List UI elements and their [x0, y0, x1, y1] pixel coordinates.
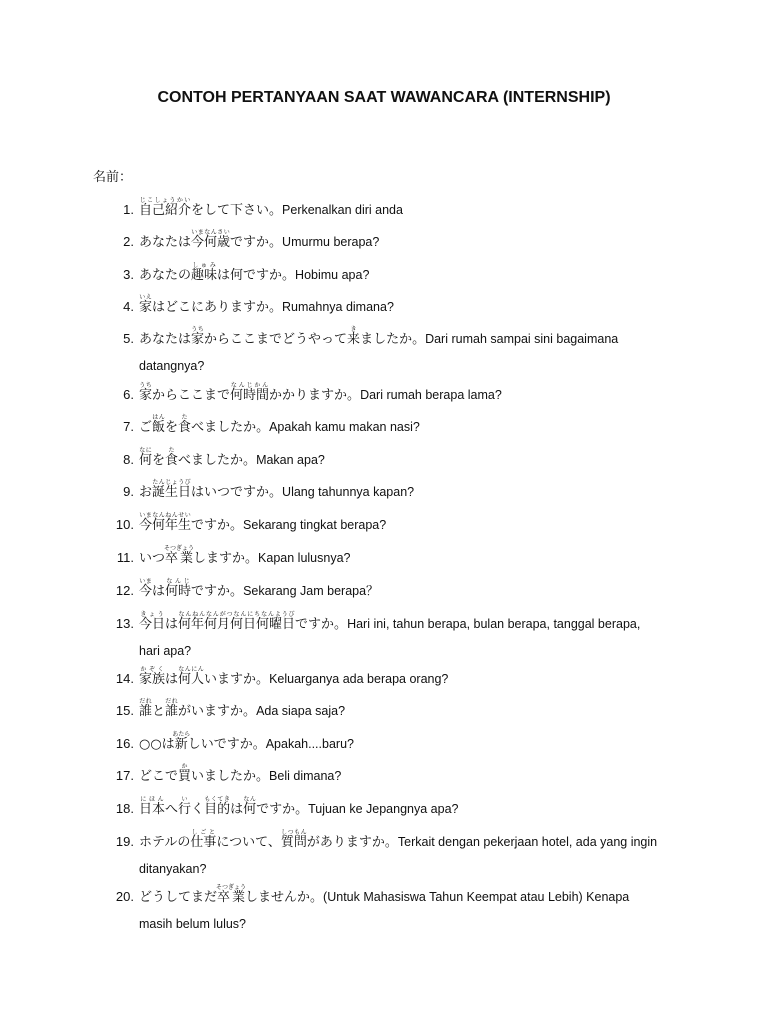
kana-text: いつ: [139, 551, 166, 566]
furigana-word: [172, 731, 191, 752]
furigana-reading: はん: [152, 414, 166, 421]
furigana-word: [139, 382, 153, 403]
question-text: [139, 197, 664, 224]
kana-text: は: [165, 672, 179, 687]
furigana-word: [139, 512, 192, 533]
japanese-question: [139, 666, 270, 687]
furigana-word: [190, 829, 217, 850]
japanese-question: [139, 578, 244, 599]
furigana-reading: きょう: [139, 611, 166, 618]
question-text: [139, 731, 664, 758]
furigana-word: [191, 262, 218, 283]
indonesian-translation: Makan apa?: [256, 453, 325, 467]
kanji-text: 誰: [139, 704, 153, 719]
furigana-word: [164, 545, 195, 566]
question-number: 19.: [115, 834, 134, 849]
furigana-reading: か: [178, 763, 192, 770]
furigana-reading: なんねんなんがつなんにちなんようび: [178, 611, 296, 618]
kanji-text: 何人: [178, 672, 205, 687]
question-number: 11.: [116, 550, 134, 565]
kanji-text: 趣味: [191, 268, 218, 283]
furigana-word: [191, 326, 205, 347]
furigana-reading: にほん: [139, 796, 166, 803]
kanji-text: 食: [178, 420, 192, 435]
furigana-word: [204, 796, 231, 817]
furigana-word: [165, 698, 179, 719]
indonesian-translation: Sekarang tingkat berapa?: [243, 518, 387, 532]
indonesian-translation: Dari rumah berapa lama?: [360, 388, 502, 402]
furigana-word: [152, 479, 192, 500]
japanese-question: [139, 197, 283, 218]
question-text: [139, 326, 664, 380]
furigana-reading: たんじょうび: [152, 479, 192, 486]
question-number: 17.: [115, 768, 134, 783]
question-number: 9.: [123, 484, 134, 499]
question-number: 14.: [115, 671, 134, 686]
question-text: [139, 229, 664, 256]
furigana-word: [347, 326, 361, 347]
question-text: [139, 666, 664, 693]
question-number: 20.: [115, 889, 134, 904]
kanji-text: 卒業: [216, 890, 247, 905]
kana-text: は: [165, 617, 179, 632]
question-text: [139, 698, 664, 725]
kana-text: がありますか。: [306, 835, 398, 850]
japanese-question: [139, 326, 426, 347]
indonesian-translation: Hobimu apa?: [295, 268, 370, 282]
kana-text: ですか。: [256, 802, 309, 817]
furigana-reading: うち: [191, 326, 205, 333]
furigana-word: [165, 447, 179, 468]
indonesian-translation: Terkait dengan pekerjaan hotel, ada yang ingin ditanyakan?: [139, 835, 658, 876]
furigana-reading: なんじかん: [230, 382, 270, 389]
kanji-text: 新: [172, 737, 191, 752]
furigana-reading: いまなんさい: [191, 229, 231, 236]
kana-text: あなたの: [139, 268, 192, 283]
indonesian-translation: Apakah....baru?: [265, 737, 354, 751]
furigana-word: [178, 763, 192, 784]
kana-text: かかりますか。: [269, 388, 361, 403]
furigana-reading: なんにん: [178, 666, 205, 673]
furigana-word: [139, 447, 153, 468]
question-text: [139, 262, 664, 289]
kanji-text: 何時: [165, 584, 192, 599]
indonesian-translation: Umurmu berapa?: [282, 235, 380, 249]
furigana-reading: なんじ: [165, 578, 192, 585]
question-text: [139, 611, 664, 665]
japanese-question: [139, 763, 270, 784]
kana-text: べましたか。: [191, 420, 270, 435]
furigana-reading: いま: [139, 578, 153, 585]
furigana-reading: なに: [139, 447, 153, 454]
furigana-reading: あたら: [172, 731, 191, 738]
question-number: 16.: [115, 736, 134, 751]
question-text: [139, 512, 664, 539]
furigana-word: [139, 666, 166, 687]
kanji-text: 目的: [204, 802, 231, 817]
kanji-text: 誕生日: [152, 485, 192, 500]
kana-text: はいつですか。: [191, 485, 283, 500]
kana-text: ご: [139, 420, 153, 435]
kana-text: しいですか。: [187, 737, 266, 752]
kanji-text: 食: [165, 453, 179, 468]
furigana-reading: しゅみ: [191, 262, 218, 269]
kana-text: ○○は: [139, 737, 175, 752]
furigana-reading: うち: [139, 382, 153, 389]
kana-text: がいますか。: [178, 704, 257, 719]
question-text: [139, 414, 664, 441]
indonesian-translation: Tujuan ke Jepangnya apa?: [308, 802, 459, 816]
question-number: 12.: [115, 583, 134, 598]
japanese-question: [139, 414, 270, 435]
kana-text: へ: [165, 802, 179, 817]
kana-text: ですか。: [191, 518, 244, 533]
furigana-word: [191, 229, 231, 250]
indonesian-translation: Apakah kamu makan nasi?: [269, 420, 420, 434]
question-number: 5.: [123, 331, 134, 346]
furigana-reading: だれ: [139, 698, 153, 705]
furigana-reading: なん: [243, 796, 257, 803]
indonesian-translation: Sekarang Jam berapa？: [243, 584, 379, 598]
kanji-text: 質問: [280, 835, 307, 850]
kana-text: あなたは: [139, 332, 192, 347]
japanese-question: [139, 262, 296, 283]
furigana-word: [165, 578, 192, 599]
kana-text: いますか。: [204, 672, 270, 687]
question-number: 18.: [115, 801, 134, 816]
question-text: [139, 479, 664, 506]
kanji-text: 家: [139, 300, 153, 315]
kanji-text: 今何年生: [139, 518, 192, 533]
japanese-question: [139, 796, 309, 817]
furigana-reading: た: [165, 447, 179, 454]
kana-text: どこで: [139, 769, 179, 784]
japanese-question: [139, 294, 283, 315]
kana-text: は何ですか。: [217, 268, 296, 283]
furigana-word: [152, 414, 166, 435]
indonesian-translation: Beli dimana?: [269, 769, 342, 783]
kanji-text: 自己紹介: [139, 203, 192, 218]
kanji-text: 買: [178, 769, 192, 784]
indonesian-translation: Kapan lulusnya?: [258, 551, 351, 565]
kanji-text: 家: [191, 332, 205, 347]
furigana-word: [139, 698, 153, 719]
japanese-question: [139, 447, 257, 468]
japanese-question: [139, 731, 266, 752]
kana-text: をして下さい。: [191, 203, 283, 218]
question-number: 7.: [123, 419, 134, 434]
indonesian-translation: Rumahnya dimana?: [282, 300, 394, 314]
furigana-reading: しごと: [190, 829, 217, 836]
question-text: [139, 382, 664, 409]
question-number: 4.: [123, 299, 134, 314]
japanese-question: [139, 611, 348, 632]
japanese-question: [139, 229, 283, 250]
kana-text: からここまでどうやって: [204, 332, 348, 347]
kanji-text: 何時間: [230, 388, 270, 403]
furigana-word: [178, 611, 296, 632]
japanese-question: [139, 829, 398, 850]
question-number: 6.: [123, 387, 134, 402]
furigana-reading: もくてき: [204, 796, 231, 803]
japanese-question: [139, 382, 361, 403]
furigana-word: [139, 611, 166, 632]
indonesian-translation: Dari rumah sampai sini bagaimana datangnya?: [139, 332, 619, 373]
question-text: [139, 447, 664, 474]
furigana-reading: かぞく: [139, 666, 166, 673]
kana-text: あなたは: [139, 235, 192, 250]
furigana-word: [139, 578, 153, 599]
question-text: [139, 294, 664, 321]
furigana-reading: しつもん: [280, 829, 307, 836]
kana-text: ですか。: [230, 235, 283, 250]
question-text: [139, 578, 664, 605]
page-title: CONTOH PERTANYAAN SAAT WAWANCARA (INTERNSHIP): [157, 89, 611, 106]
furigana-reading: そつぎょう: [216, 884, 247, 891]
kana-text: しませんか。: [245, 890, 324, 905]
kana-text: について、: [216, 835, 281, 850]
kana-text: お: [139, 485, 153, 500]
kana-text: どうしてまだ: [139, 890, 218, 905]
kana-text: はどこにありますか。: [152, 300, 283, 315]
kana-text: は: [230, 802, 244, 817]
kanji-text: 飯: [152, 420, 166, 435]
furigana-reading: いまなんねんせい: [139, 512, 192, 519]
kana-text: からここまで: [152, 388, 231, 403]
kanji-text: 何: [139, 453, 153, 468]
furigana-word: [178, 414, 192, 435]
kana-text: しますか。: [193, 551, 259, 566]
kanji-text: 今: [139, 584, 153, 599]
furigana-word: [139, 197, 192, 218]
kanji-text: 家族: [139, 672, 166, 687]
indonesian-translation: Ada siapa saja?: [256, 704, 346, 718]
kana-text: は: [152, 584, 166, 599]
question-number: 2.: [123, 234, 134, 249]
kanji-text: 何年何月何日何曜日: [178, 617, 296, 632]
furigana-reading: じこしょうかい: [139, 197, 191, 204]
indonesian-translation: Ulang tahunnya kapan?: [282, 485, 415, 499]
kanji-text: 何: [243, 802, 257, 817]
furigana-reading: そつぎょう: [164, 545, 195, 552]
kana-text: ましたか。: [360, 332, 426, 347]
japanese-question: [139, 479, 283, 500]
kana-text: く: [191, 802, 205, 817]
kana-text: いましたか。: [191, 769, 270, 784]
kanji-text: 日本: [139, 802, 166, 817]
kana-text: ホテルの: [139, 835, 191, 850]
question-number: 3.: [123, 267, 134, 282]
question-text: [139, 763, 664, 790]
name-label: 名前：: [93, 170, 133, 185]
question-text: [139, 796, 664, 823]
kana-text: と: [152, 704, 166, 719]
question-number: 13.: [115, 616, 134, 631]
japanese-question: [139, 545, 259, 566]
kana-text: を: [152, 453, 166, 468]
kana-text: ですか。: [295, 617, 348, 632]
question-number: 8.: [123, 452, 134, 467]
furigana-reading: いえ: [139, 294, 153, 301]
question-number: 15.: [115, 703, 134, 718]
indonesian-translation: (Untuk Mahasiswa Tahun Keempat atau Lebih) Kenapa masih belum lulus?: [139, 890, 630, 931]
kanji-text: 行: [178, 802, 192, 817]
kana-text: を: [165, 420, 179, 435]
kanji-text: 仕事: [190, 835, 217, 850]
japanese-question: [139, 512, 244, 533]
kanji-text: 今日: [139, 617, 166, 632]
question-number: 1.: [123, 202, 134, 217]
furigana-word: [280, 829, 307, 850]
indonesian-translation: Hari ini, tahun berapa, bulan berapa, tanggal berapa, hari apa?: [139, 617, 641, 658]
kanji-text: 今何歳: [191, 235, 231, 250]
indonesian-translation: Keluarganya ada berapa orang?: [269, 672, 449, 686]
kanji-text: 卒業: [164, 551, 195, 566]
japanese-question: [139, 884, 324, 905]
furigana-reading: き: [347, 326, 361, 333]
question-text: [139, 829, 664, 883]
furigana-word: [216, 884, 247, 905]
question-text: [139, 884, 664, 938]
furigana-reading: た: [178, 414, 192, 421]
furigana-word: [139, 294, 153, 315]
kana-text: べましたか。: [178, 453, 257, 468]
question-number: 10.: [115, 517, 134, 532]
kanji-text: 家: [139, 388, 153, 403]
kana-text: ですか。: [191, 584, 244, 599]
indonesian-translation: Perkenalkan diri anda: [282, 203, 403, 217]
furigana-reading: だれ: [165, 698, 179, 705]
furigana-word: [243, 796, 257, 817]
kanji-text: 誰: [165, 704, 179, 719]
furigana-reading: い: [178, 796, 192, 803]
japanese-question: [139, 698, 257, 719]
furigana-word: [178, 796, 192, 817]
furigana-word: [178, 666, 205, 687]
kanji-text: 来: [347, 332, 361, 347]
furigana-word: [139, 796, 166, 817]
furigana-word: [230, 382, 270, 403]
question-text: [139, 545, 664, 572]
